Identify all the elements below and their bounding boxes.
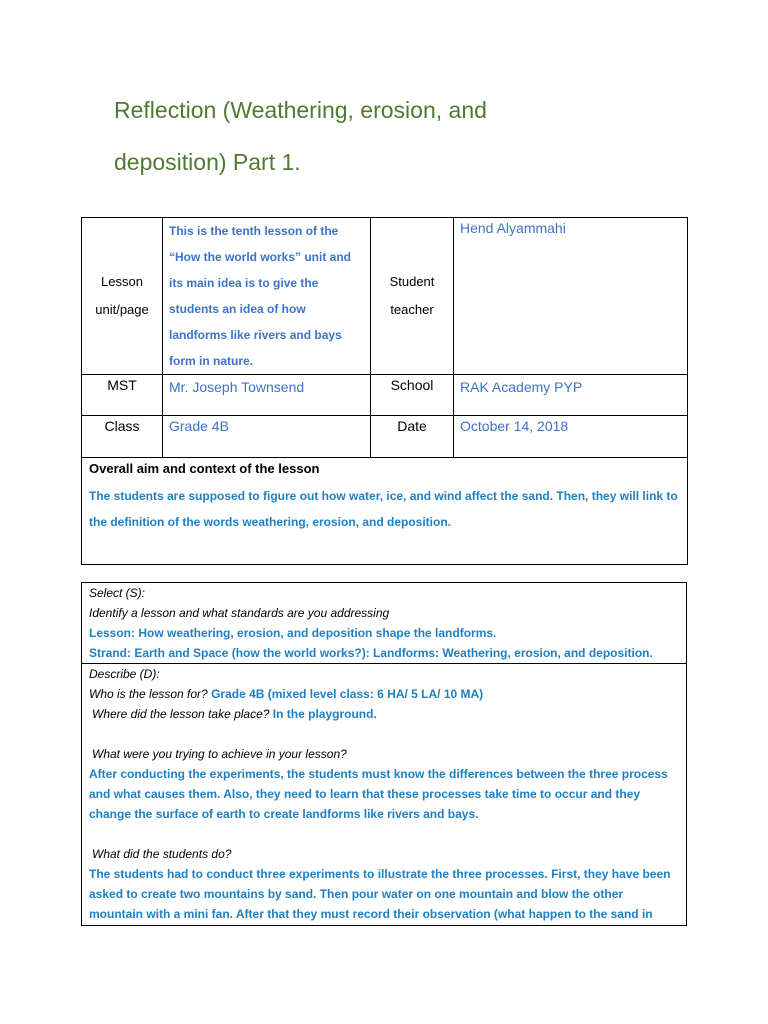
aim-section [82,458,688,565]
do-question: What did the students do? [92,847,232,861]
title-line-1: Reflection (Weathering, erosion, and [114,97,487,123]
select-section [82,583,686,663]
aim-body: The students are supposed to figure out how water, ice, and wind affect the sand. Then, they will link to the definition of the words weathering, erosion, and deposition. [89,489,678,529]
page-title [114,84,674,188]
date-value: October 14, 2018 [454,416,688,458]
do-answer: The students had to conduct three experiments to illustrate the three processes. First, they have been asked to create two mountains by sand. Then pour water on one mountain and blow the other mountain with a mini fan. After that they must record their observation (what happen to the sand in [89,867,671,921]
who-question: Who is the lesson for? [89,687,208,701]
student-teacher-value: Hend Alyammahi [454,218,688,375]
lesson-info-table [81,217,688,565]
mst-label: MST [82,375,163,416]
class-label: Class [82,416,163,458]
select-question: Identify a lesson and what standards are you addressing [89,606,390,620]
select-lesson: Lesson: How weathering, erosion, and deposition shape the landforms. [89,626,497,640]
school-value: RAK Academy PYP [454,375,688,416]
mst-value: Mr. Joseph Townsend [163,375,371,416]
reflection-box [81,582,687,926]
date-label: Date [371,416,454,458]
achieve-answer: After conducting the experiments, the students must know the differences between the three process and what causes them. Also, they need to learn that these processes take time to occur and they change the surface of earth to create landforms like rivers and bays. [89,767,668,821]
student-teacher-label: Student teacher [371,218,454,375]
select-strand: Strand: Earth and Space (how the world works?): Landforms: Weathering, erosion, and deposition. [89,646,653,660]
describe-section [82,663,686,924]
where-answer: In the playground. [272,707,377,721]
who-line [89,684,679,704]
lesson-value: This is the tenth lesson of the “How the world works” unit and its main idea is to give the students an idea of how landforms like rivers and bays form in nature. [163,218,371,375]
achieve-question: What were you trying to achieve in your lesson? [92,747,347,761]
who-answer: Grade 4B (mixed level class: 6 HA/ 5 LA/ 10 MA) [211,687,484,701]
lesson-label: Lesson unit/page [82,218,163,375]
school-label: School [371,375,454,416]
class-value: Grade 4B [163,416,371,458]
select-heading: Select (S): [89,586,146,600]
where-line [89,704,679,724]
describe-heading: Describe (D): [89,667,160,681]
aim-heading: Overall aim and context of the lesson [89,461,320,476]
where-question: Where did the lesson take place? [92,707,273,721]
title-line-2: deposition) Part 1. [114,149,301,175]
